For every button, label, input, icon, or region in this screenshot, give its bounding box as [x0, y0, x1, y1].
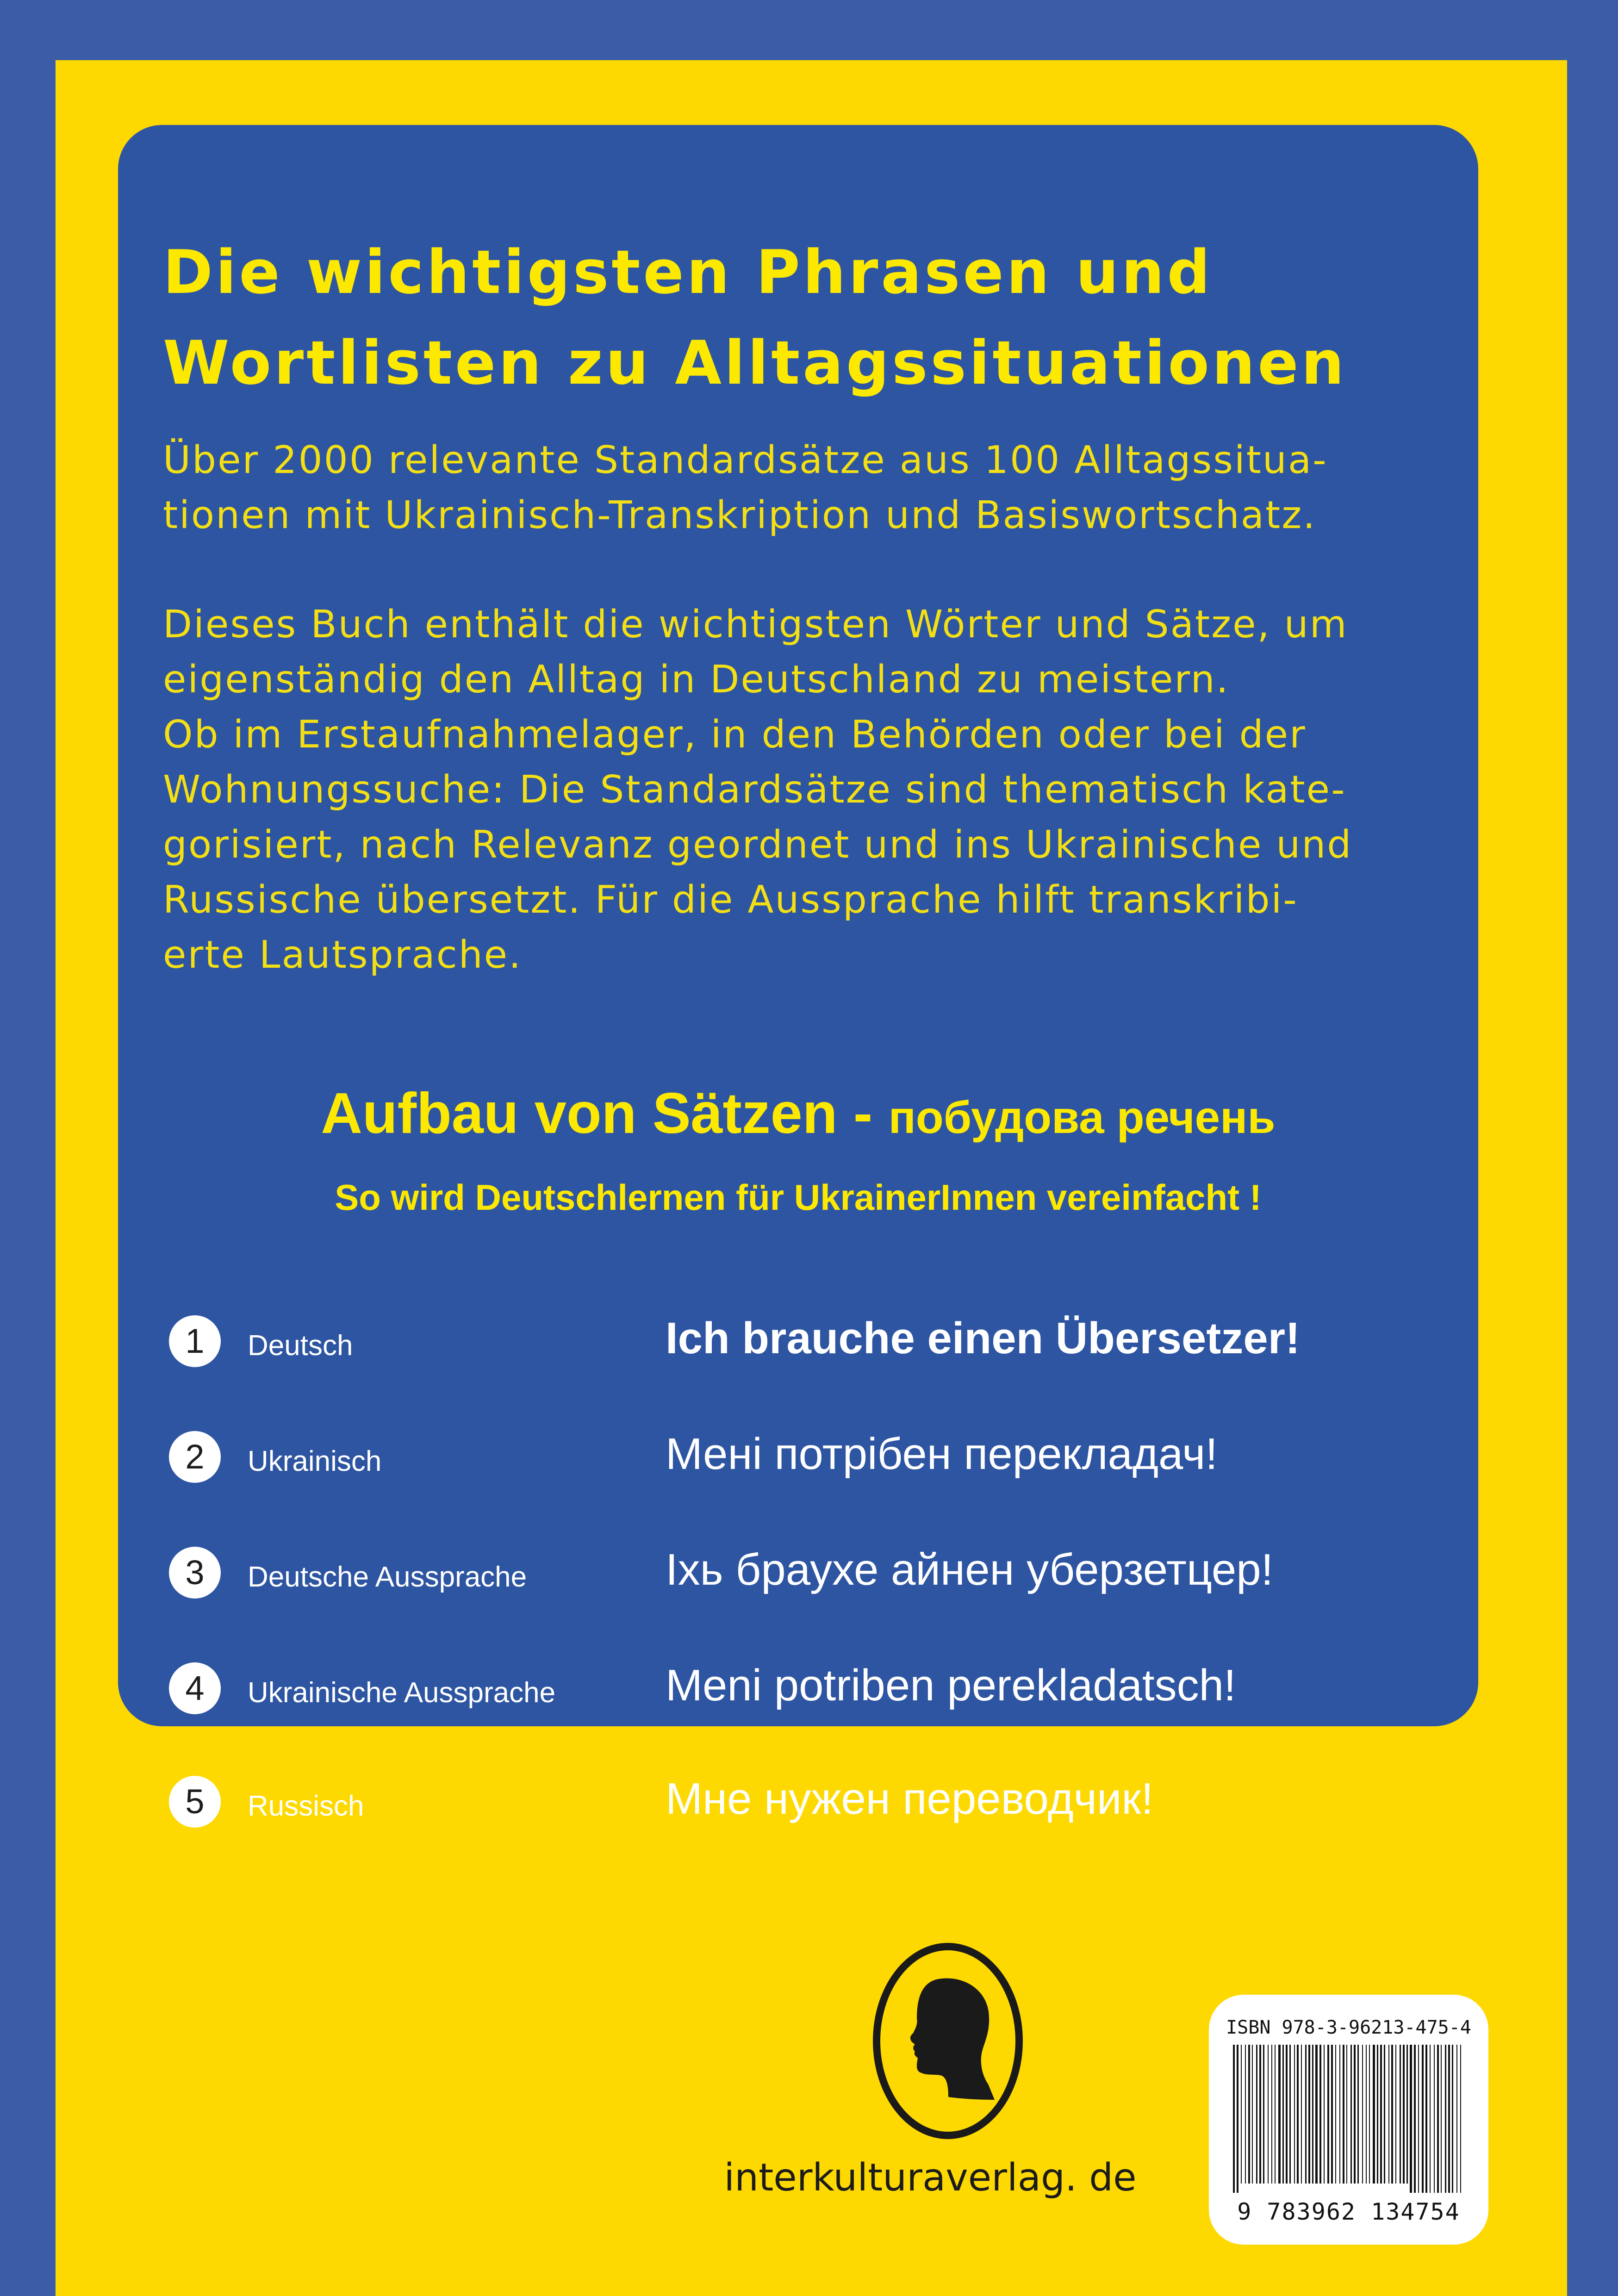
example-sentence: Meni potriben perekladatsch!: [666, 1661, 1236, 1710]
yellow-frame: [56, 60, 1567, 2296]
example-row-german-pronunciation: [118, 1547, 1478, 1621]
number-badge: 2: [169, 1431, 221, 1483]
description-line: Ob im Erstaufnahmelager, in den Behörden oder bei der: [163, 713, 1307, 757]
barcode-bar: [1391, 2045, 1393, 2184]
barcode-bars: [1231, 2045, 1466, 2193]
description-line: eigenständig den Alltag in Deutschland zu meistern.: [163, 658, 1230, 702]
barcode-bar: [1327, 2045, 1329, 2184]
barcode-bar: [1263, 2045, 1264, 2184]
structure-subtitle: So wird Deutschlernen für UkrainerInnen vereinfacht !: [335, 1177, 1262, 1218]
example-row-ukrainian: [118, 1431, 1478, 1505]
barcode-bar: [1441, 2045, 1442, 2193]
structure-title-ru: побудова речень: [888, 1092, 1276, 1143]
barcode-bar: [1312, 2045, 1313, 2184]
barcode-bar: [1425, 2045, 1427, 2193]
content-panel: [118, 125, 1478, 1823]
barcode-bar: [1346, 2045, 1347, 2184]
description-line: gorisiert, nach Relevanz geordnet und ins Ukrainische und: [163, 823, 1353, 867]
barcode-bar: [1286, 2045, 1288, 2184]
barcode-bar: [1452, 2045, 1453, 2193]
barcode-bar: [1373, 2045, 1375, 2184]
barcode-bar: [1369, 2045, 1370, 2184]
barcode-bar: [1403, 2045, 1405, 2184]
barcode-bar: [1297, 2045, 1299, 2184]
barcode-bar: [1377, 2045, 1378, 2184]
barcode-bar: [1248, 2045, 1250, 2184]
language-label: Deutsch: [248, 1330, 353, 1362]
barcode-bar: [1418, 2045, 1419, 2193]
description-line: Russische übersetzt. Für die Aussprache hilft transkribi-: [163, 878, 1298, 922]
barcode-bar: [1271, 2045, 1272, 2184]
number-badge: 3: [169, 1547, 221, 1599]
example-sentence: Мені потрібен перекладач!: [666, 1429, 1218, 1479]
language-label: Deutsche Aussprache: [248, 1561, 527, 1593]
headline: [163, 227, 1459, 408]
example-row-russian: [118, 1776, 1478, 1850]
isbn-label: ISBN 978-3-96213-475-4: [1226, 2017, 1471, 2038]
barcode-bar: [1357, 2045, 1359, 2184]
barcode-bar: [1282, 2045, 1284, 2184]
barcode-bar: [1245, 2045, 1246, 2184]
barcode-bar: [1252, 2045, 1253, 2184]
example-sentence: Ich brauche einen Übersetzer!: [666, 1313, 1301, 1363]
language-label: Ukrainische Aussprache: [248, 1677, 556, 1709]
structure-title: [118, 1081, 1478, 1146]
publisher-website[interactable]: interkulturaverlag. de: [724, 2156, 1137, 2200]
barcode-bar: [1430, 2045, 1431, 2193]
barcode-bar: [1319, 2045, 1321, 2184]
barcode-bar: [1301, 2045, 1302, 2184]
barcode-bar: [1366, 2045, 1367, 2184]
barcode-bar: [1275, 2045, 1276, 2184]
barcode-bar: [1456, 2045, 1457, 2193]
intro-line-1: Über 2000 relevante Standardsätze aus 100 Alltagssitua-: [163, 438, 1328, 482]
barcode-bar: [1324, 2045, 1325, 2184]
barcode-bar: [1294, 2045, 1295, 2184]
barcode-bar: [1400, 2045, 1401, 2184]
description-line: Dieses Buch enthält die wichtigsten Wörter und Sätze, um: [163, 603, 1348, 647]
ean-digits: 9 783962 134754: [1237, 2198, 1460, 2225]
description-paragraph: [163, 597, 1468, 983]
intro-line-2: tionen mit Ukrainisch-Transkription und Basiswortschatz.: [163, 493, 1317, 537]
barcode-bar: [1434, 2045, 1435, 2193]
barcode-bar: [1315, 2045, 1318, 2184]
barcode-bar: [1448, 2045, 1450, 2193]
barcode-bar: [1380, 2045, 1382, 2184]
barcode-bar: [1233, 2045, 1235, 2193]
number-badge: 1: [169, 1315, 221, 1367]
intro-paragraph: [163, 433, 1468, 543]
barcode-bar: [1331, 2045, 1333, 2184]
barcode-bar: [1241, 2045, 1242, 2184]
barcode-bar: [1350, 2045, 1352, 2184]
barcode-bar: [1384, 2045, 1385, 2184]
barcode-bar: [1289, 2045, 1291, 2184]
barcode-bar: [1414, 2045, 1416, 2193]
language-label: Russisch: [248, 1790, 364, 1822]
barcode-bar: [1335, 2045, 1336, 2184]
structure-title-de: Aufbau von Sätzen -: [321, 1082, 873, 1145]
barcode-bar: [1278, 2045, 1281, 2184]
example-row-ukrainian-pronunciation: [118, 1662, 1478, 1736]
barcode-panel: [1209, 1995, 1488, 2245]
language-label: Ukrainisch: [248, 1445, 382, 1477]
barcode-bar: [1437, 2045, 1439, 2193]
example-sentence: Іхь браухе айнен уберзетцер!: [666, 1545, 1274, 1594]
barcode-bar: [1388, 2045, 1389, 2184]
barcode-bar: [1354, 2045, 1356, 2184]
barcode-bar: [1406, 2045, 1408, 2184]
description-line: Wohnungssuche: Die Standardsätze sind thematisch kate-: [163, 768, 1346, 812]
barcode-bar: [1268, 2045, 1269, 2184]
number-badge: 5: [169, 1776, 221, 1828]
barcode-bar: [1422, 2045, 1424, 2193]
barcode-bar: [1362, 2045, 1363, 2184]
barcode-bar: [1395, 2045, 1396, 2184]
barcode-bar: [1259, 2045, 1261, 2184]
barcode-bar: [1460, 2045, 1461, 2193]
barcode-bar: [1445, 2045, 1446, 2193]
headline-line-1: Die wichtigsten Phrasen und: [163, 237, 1213, 307]
barcode-bar: [1308, 2045, 1310, 2184]
barcode-bar: [1410, 2045, 1412, 2193]
barcode-bar: [1237, 2045, 1238, 2193]
headline-line-2: Wortlisten zu Alltagssituationen: [163, 328, 1347, 398]
barcode-bar: [1256, 2045, 1257, 2184]
barcode-bar: [1305, 2045, 1307, 2184]
barcode-bar: [1339, 2045, 1340, 2184]
number-badge: 4: [169, 1662, 221, 1714]
example-sentence: Мне нужен переводчик!: [666, 1774, 1154, 1823]
barcode-bar: [1343, 2045, 1344, 2184]
head-silhouette-icon: [867, 1937, 1029, 2145]
description-line: erte Lautsprache.: [163, 933, 523, 977]
example-row-german: [118, 1315, 1478, 1389]
